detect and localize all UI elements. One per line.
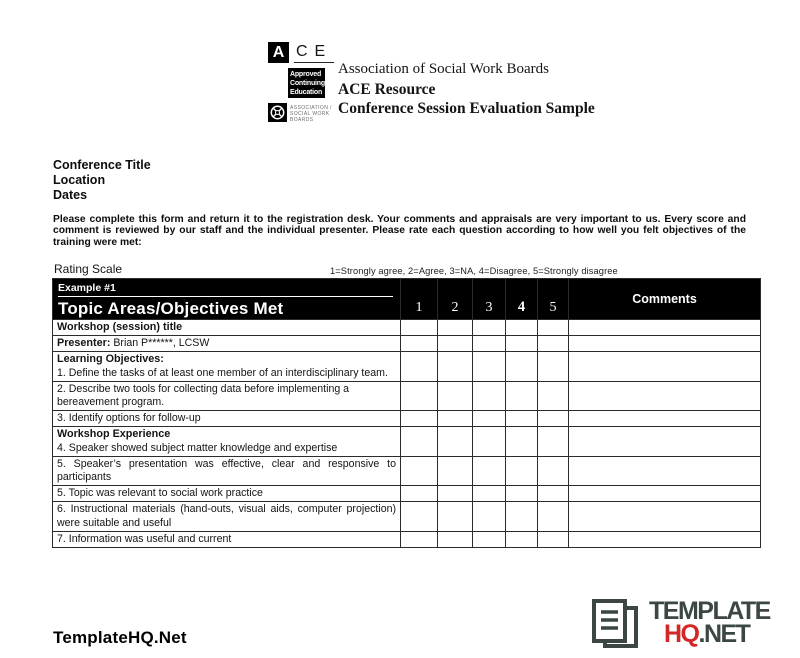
conference-info [53,158,151,203]
score-cell [538,427,569,456]
comments-cell [569,456,761,485]
comments-cell [569,427,761,456]
score-cell [401,456,438,485]
document-title: Conference Session Evaluation Sample [338,100,595,117]
score-cell [401,411,438,427]
comments-cell [569,320,761,336]
conference-title-label: Conference Title [53,158,151,172]
resource-line: ACE Resource [338,81,436,98]
table-row [53,381,761,410]
ace-badge-line: Continuing [290,79,325,87]
evaluation-table-body [53,320,761,548]
table-row [53,427,761,456]
document-header [338,60,595,118]
score-cell [401,320,438,336]
ace-letter-a-box: A [268,42,289,63]
topic-cell: 5. Topic was relevant to social work practice [53,486,401,502]
score-cell [438,381,473,410]
score-cell [538,411,569,427]
evaluation-table [52,278,761,548]
topic-cell: Workshop (session) title [53,320,401,336]
score-cell [538,352,569,381]
score-cell [401,531,438,547]
rating-scale-label: Rating Scale [54,262,123,276]
comments-cell [569,411,761,427]
comments-cell [569,531,761,547]
table-row [53,486,761,502]
score-cell [473,531,506,547]
score-cell [401,381,438,410]
ace-badge-line: Approved [290,70,322,78]
score-cell [438,502,473,531]
score-column-header: 5 [538,279,569,320]
score-cell [506,427,538,456]
table-row [53,336,761,352]
score-cell [506,411,538,427]
score-cell [506,352,538,381]
watermark-text: TemplateHQ.Net [53,628,187,647]
score-cell [538,336,569,352]
score-cell [506,320,538,336]
ace-logo [268,42,343,128]
score-cell [473,486,506,502]
score-cell [506,486,538,502]
topic-cell: 3. Identify options for follow-up [53,411,401,427]
location-label: Location [53,173,106,187]
score-cell [401,336,438,352]
score-cell [538,502,569,531]
score-cell [506,456,538,485]
ace-letters-ce: CE [294,43,334,63]
score-cell [401,502,438,531]
score-cell [473,336,506,352]
aswb-caption-line: BOARDS [290,116,314,123]
comments-cell [569,486,761,502]
table-row [53,320,761,336]
topic-cell: Learning Objectives: 1. Define the tasks of at least one member of an interdisciplinary team. [53,352,401,381]
score-cell [473,352,506,381]
comments-column-header: Comments [569,279,761,320]
score-cell [438,456,473,485]
score-cell [438,486,473,502]
score-cell [473,411,506,427]
score-cell [506,381,538,410]
score-cell [473,427,506,456]
document-pages-icon [588,597,644,652]
score-cell [473,502,506,531]
topic-header-cell [53,279,401,320]
aswb-emblem-icon [268,103,287,122]
score-cell [473,381,506,410]
wordmark-net: .NET [698,620,750,648]
comments-cell [569,352,761,381]
table-row [53,502,761,531]
comments-cell [569,502,761,531]
topic-cell: 7. Information was useful and current [53,531,401,547]
example-label: Example #1 [58,281,393,297]
score-cell [538,486,569,502]
score-cell [438,427,473,456]
dates-label: Dates [53,188,88,202]
instructions-paragraph: Please complete this form and return it to the registration desk. Your comments and appraisals are very important to us. Every score and comment is reviewed by our staff and the individual presenter. Please rate each question according to how well you felt objectives of the training were met: [53,214,746,248]
score-column-header: 3 [473,279,506,320]
comments-cell [569,381,761,410]
templatehq-wordmark [649,597,770,646]
score-column-header: 2 [438,279,473,320]
score-cell [438,320,473,336]
aswb-caption-line: SOCIAL WORK [290,110,330,117]
templatehq-logo [588,597,770,652]
approved-continuing-education-badge [288,68,325,98]
aswb-caption-line: ASSOCIATION / [290,105,332,111]
table-row [53,352,761,381]
score-cell [473,456,506,485]
score-cell [538,531,569,547]
score-cell [438,352,473,381]
table-header-row [53,279,761,320]
ace-badge-line: Education [290,88,323,96]
ace-logo-top [268,42,334,63]
score-cell [473,320,506,336]
topic-cell: Presenter: Brian P******, LCSW [53,336,401,352]
wordmark-hq: HQ [664,620,699,648]
score-cell [538,320,569,336]
topic-areas-header: Topic Areas/Objectives Met [58,299,284,318]
score-cell [401,486,438,502]
score-cell [538,381,569,410]
table-row [53,456,761,485]
topic-cell: 6. Instructional materials (hand-outs, visual aids, computer projection) were suitable and useful [53,502,401,531]
wordmark-line1: TEMPLATE [649,597,770,625]
score-cell [438,531,473,547]
score-cell [401,427,438,456]
topic-cell: 5. Speaker’s presentation was effective, clear and responsive to participants [53,456,401,485]
ace-logo-bottom [268,103,332,123]
table-row [53,531,761,547]
score-cell [538,456,569,485]
score-cell [506,531,538,547]
table-row [53,411,761,427]
aswb-caption [290,103,332,123]
score-cell [438,411,473,427]
score-cell [506,336,538,352]
score-column-header: 4 [506,279,538,320]
wordmark-line2 [664,620,770,648]
organization-name: Association of Social Work Boards [338,61,549,77]
topic-cell: 2. Describe two tools for collecting data before implementing a bereavement program. [53,381,401,410]
score-cell [401,352,438,381]
score-cell [438,336,473,352]
comments-cell [569,336,761,352]
score-column-header: 1 [401,279,438,320]
score-cell [506,502,538,531]
topic-cell: Workshop Experience 4. Speaker showed subject matter knowledge and expertise [53,427,401,456]
rating-scale-legend: 1=Strongly agree, 2=Agree, 3=NA, 4=Disagree, 5=Strongly disagree [330,266,618,276]
